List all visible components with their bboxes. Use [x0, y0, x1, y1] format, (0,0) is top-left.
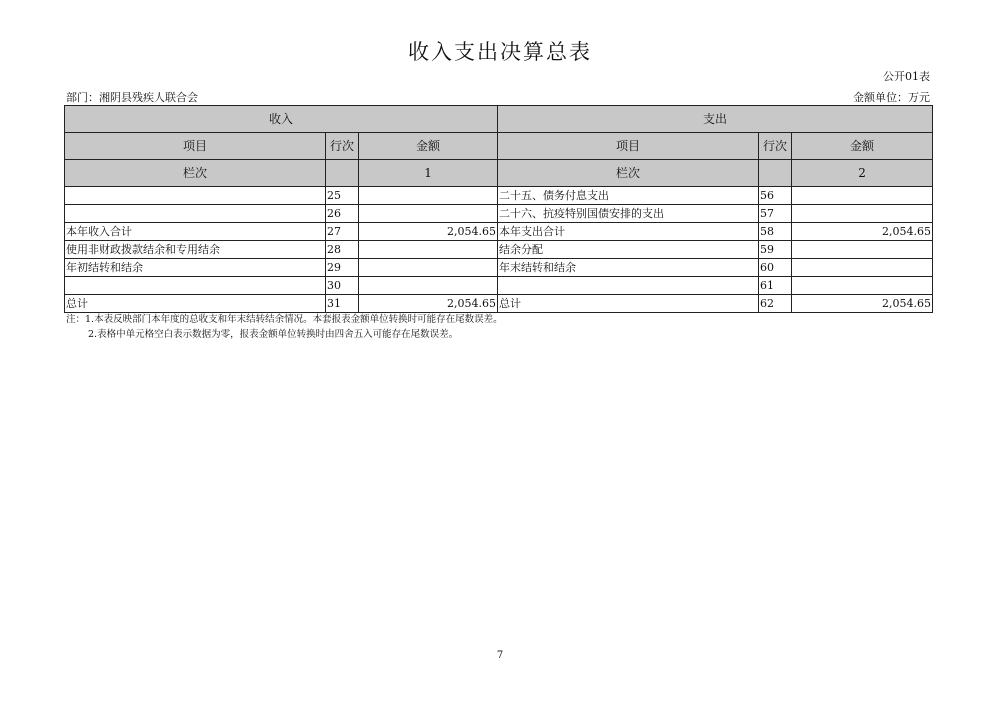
- table-row: [65, 205, 933, 223]
- table-row: [65, 241, 933, 259]
- income-row-no: 28: [326, 241, 359, 259]
- income-item: 总计: [65, 295, 326, 313]
- income-amount: 2,054.65: [359, 295, 498, 313]
- income-amount: [359, 187, 498, 205]
- header-row-columns: [65, 133, 933, 160]
- table-row: [65, 223, 933, 241]
- expense-item: [498, 277, 759, 295]
- income-row-no-header: 行次: [326, 133, 359, 160]
- amount-unit-label: 金额单位：万元: [853, 91, 930, 104]
- header-row-section: [65, 106, 933, 133]
- income-column-number: 1: [359, 160, 498, 187]
- income-item: 使用非财政拨款结余和专用结余: [65, 241, 326, 259]
- expense-row-no: 56: [759, 187, 792, 205]
- income-column-no-label: 栏次: [65, 160, 326, 187]
- income-row-no: 27: [326, 223, 359, 241]
- expense-row-no: 57: [759, 205, 792, 223]
- expense-amount: [792, 241, 933, 259]
- expense-amount: [792, 277, 933, 295]
- income-row-no: 25: [326, 187, 359, 205]
- table-row: [65, 187, 933, 205]
- table-row: [65, 259, 933, 277]
- income-amount: 2,054.65: [359, 223, 498, 241]
- expense-column-number: 2: [792, 160, 933, 187]
- page-number: 7: [496, 650, 504, 661]
- income-item: 本年收入合计: [65, 223, 326, 241]
- expense-row-no: 58: [759, 223, 792, 241]
- expense-item: 本年支出合计: [498, 223, 759, 241]
- income-amount: [359, 277, 498, 295]
- footnote-1: 注：1.本表反映部门本年度的总收支和年末结转结余情况。本套报表金额单位转换时可能存在尾数误差。: [66, 314, 503, 325]
- expense-row-no: 62: [759, 295, 792, 313]
- income-amount: [359, 259, 498, 277]
- expense-row-no: 61: [759, 277, 792, 295]
- expense-item: 结余分配: [498, 241, 759, 259]
- total-row: [65, 295, 933, 313]
- expense-amount: [792, 259, 933, 277]
- income-item: [65, 205, 326, 223]
- income-header: 收入: [65, 106, 498, 133]
- income-column-no-blank: [326, 160, 359, 187]
- income-row-no: 30: [326, 277, 359, 295]
- expense-column-no-blank: [759, 160, 792, 187]
- expense-amount: [792, 187, 933, 205]
- income-row-no: 29: [326, 259, 359, 277]
- expense-item: 年末结转和结余: [498, 259, 759, 277]
- income-item-header: 项目: [65, 133, 326, 160]
- expense-amount: 2,054.65: [792, 223, 933, 241]
- income-item: [65, 277, 326, 295]
- expense-item-header: 项目: [498, 133, 759, 160]
- footnotes: [66, 312, 503, 342]
- income-row-no: 26: [326, 205, 359, 223]
- income-amount: [359, 241, 498, 259]
- department-label: 部门：湘阴县残疾人联合会: [66, 91, 198, 104]
- table-row: [65, 277, 933, 295]
- expense-amount-header: 金额: [792, 133, 933, 160]
- income-row-no: 31: [326, 295, 359, 313]
- expense-header: 支出: [498, 106, 933, 133]
- summary-table: [64, 105, 933, 313]
- expense-row-no-header: 行次: [759, 133, 792, 160]
- page-title: 收入支出决算总表: [408, 40, 592, 64]
- expense-row-no: 59: [759, 241, 792, 259]
- expense-column-no-label: 栏次: [498, 160, 759, 187]
- expense-item: 总计: [498, 295, 759, 313]
- expense-item: 二十五、债务付息支出: [498, 187, 759, 205]
- income-amount-header: 金额: [359, 133, 498, 160]
- footnote-2: 2.表格中单元格空白表示数据为零，报表金额单位转换时由四舍五入可能存在尾数误差。: [88, 329, 459, 340]
- expense-item: 二十六、抗疫特别国债安排的支出: [498, 205, 759, 223]
- header-row-column-numbers: [65, 160, 933, 187]
- income-item: 年初结转和结余: [65, 259, 326, 277]
- expense-amount: 2,054.65: [792, 295, 933, 313]
- income-item: [65, 187, 326, 205]
- expense-row-no: 60: [759, 259, 792, 277]
- form-number: 公开01表: [883, 70, 930, 83]
- expense-amount: [792, 205, 933, 223]
- income-amount: [359, 205, 498, 223]
